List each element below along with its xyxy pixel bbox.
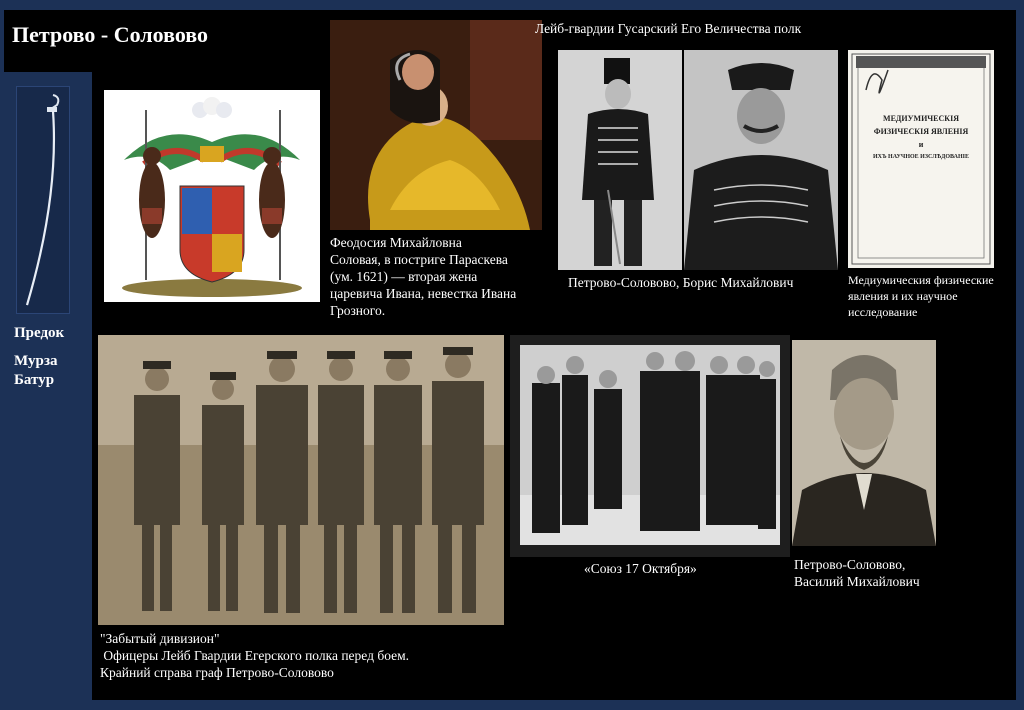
feodosia-caption	[330, 234, 544, 319]
saber-image	[16, 86, 70, 314]
feodosia-caption-line-5: Грозного.	[330, 303, 386, 318]
page-title: Петрово - Соловово	[12, 22, 209, 47]
feodosia-caption-line-1: Феодосия Михайловна	[330, 235, 462, 250]
officers-caption-line-2: Офицеры Лейб Гвардии Егерского полка перед боем.	[100, 648, 410, 663]
officers-caption-line-1: "Забытый дивизион"	[100, 631, 220, 646]
feodosia-caption-line-4: царевича Ивана, невестка Ивана	[330, 286, 517, 301]
officers-caption-line-3: Крайний справа граф Петрово-Соловово	[100, 665, 334, 680]
painting-image	[330, 20, 542, 230]
coat-of-arms-image	[104, 90, 320, 302]
book-cover-image	[848, 50, 994, 268]
book-caption-line-3: исследование	[848, 305, 918, 319]
book-title-line-1: МЕДИУМИЧЕСКІЯ	[883, 114, 959, 123]
vasily-caption-line-1: Петрово-Соловово,	[794, 557, 906, 572]
book-caption	[848, 272, 1014, 320]
feodosia-caption-line-2: Соловая, в постриге Параскева	[330, 252, 508, 267]
vasily-portrait	[792, 340, 936, 546]
ancestor-label: Предок	[14, 325, 65, 341]
vasily-caption	[794, 556, 994, 590]
book-caption-line-1: Медиумическия физические	[848, 273, 994, 287]
ancestor-name-first: Мурза	[14, 353, 58, 369]
boris-caption: Петрово-Соловово, Борис Михайлович	[568, 275, 794, 290]
officers-photo	[98, 335, 504, 625]
officers-caption	[100, 630, 510, 681]
hussar-photo-portrait	[684, 50, 838, 270]
ancestor-name-second: Батур	[14, 372, 55, 388]
book-title-line-4: ИХЪ НАУЧНОЕ ИЗСЛѢДОВАНІЕ	[872, 154, 970, 160]
book-title-line-3: и	[918, 140, 924, 149]
vasily-caption-line-2: Василий Михайлович	[794, 574, 920, 589]
book-title-line-2: ФИЗИЧЕСКІЯ ЯВЛЕНІЯ	[873, 127, 969, 136]
regiment-caption: Лейб-гвардии Гусарский Его Величества полк	[535, 21, 802, 36]
union-photo	[510, 335, 790, 557]
union-caption: «Союз 17 Октября»	[584, 561, 697, 576]
hussar-photo-full	[558, 50, 682, 270]
book-caption-line-2: явления и их научное	[848, 289, 958, 303]
saber-icon	[17, 87, 69, 313]
feodosia-caption-line-3: (ум. 1621) — вторая жена	[330, 269, 478, 284]
